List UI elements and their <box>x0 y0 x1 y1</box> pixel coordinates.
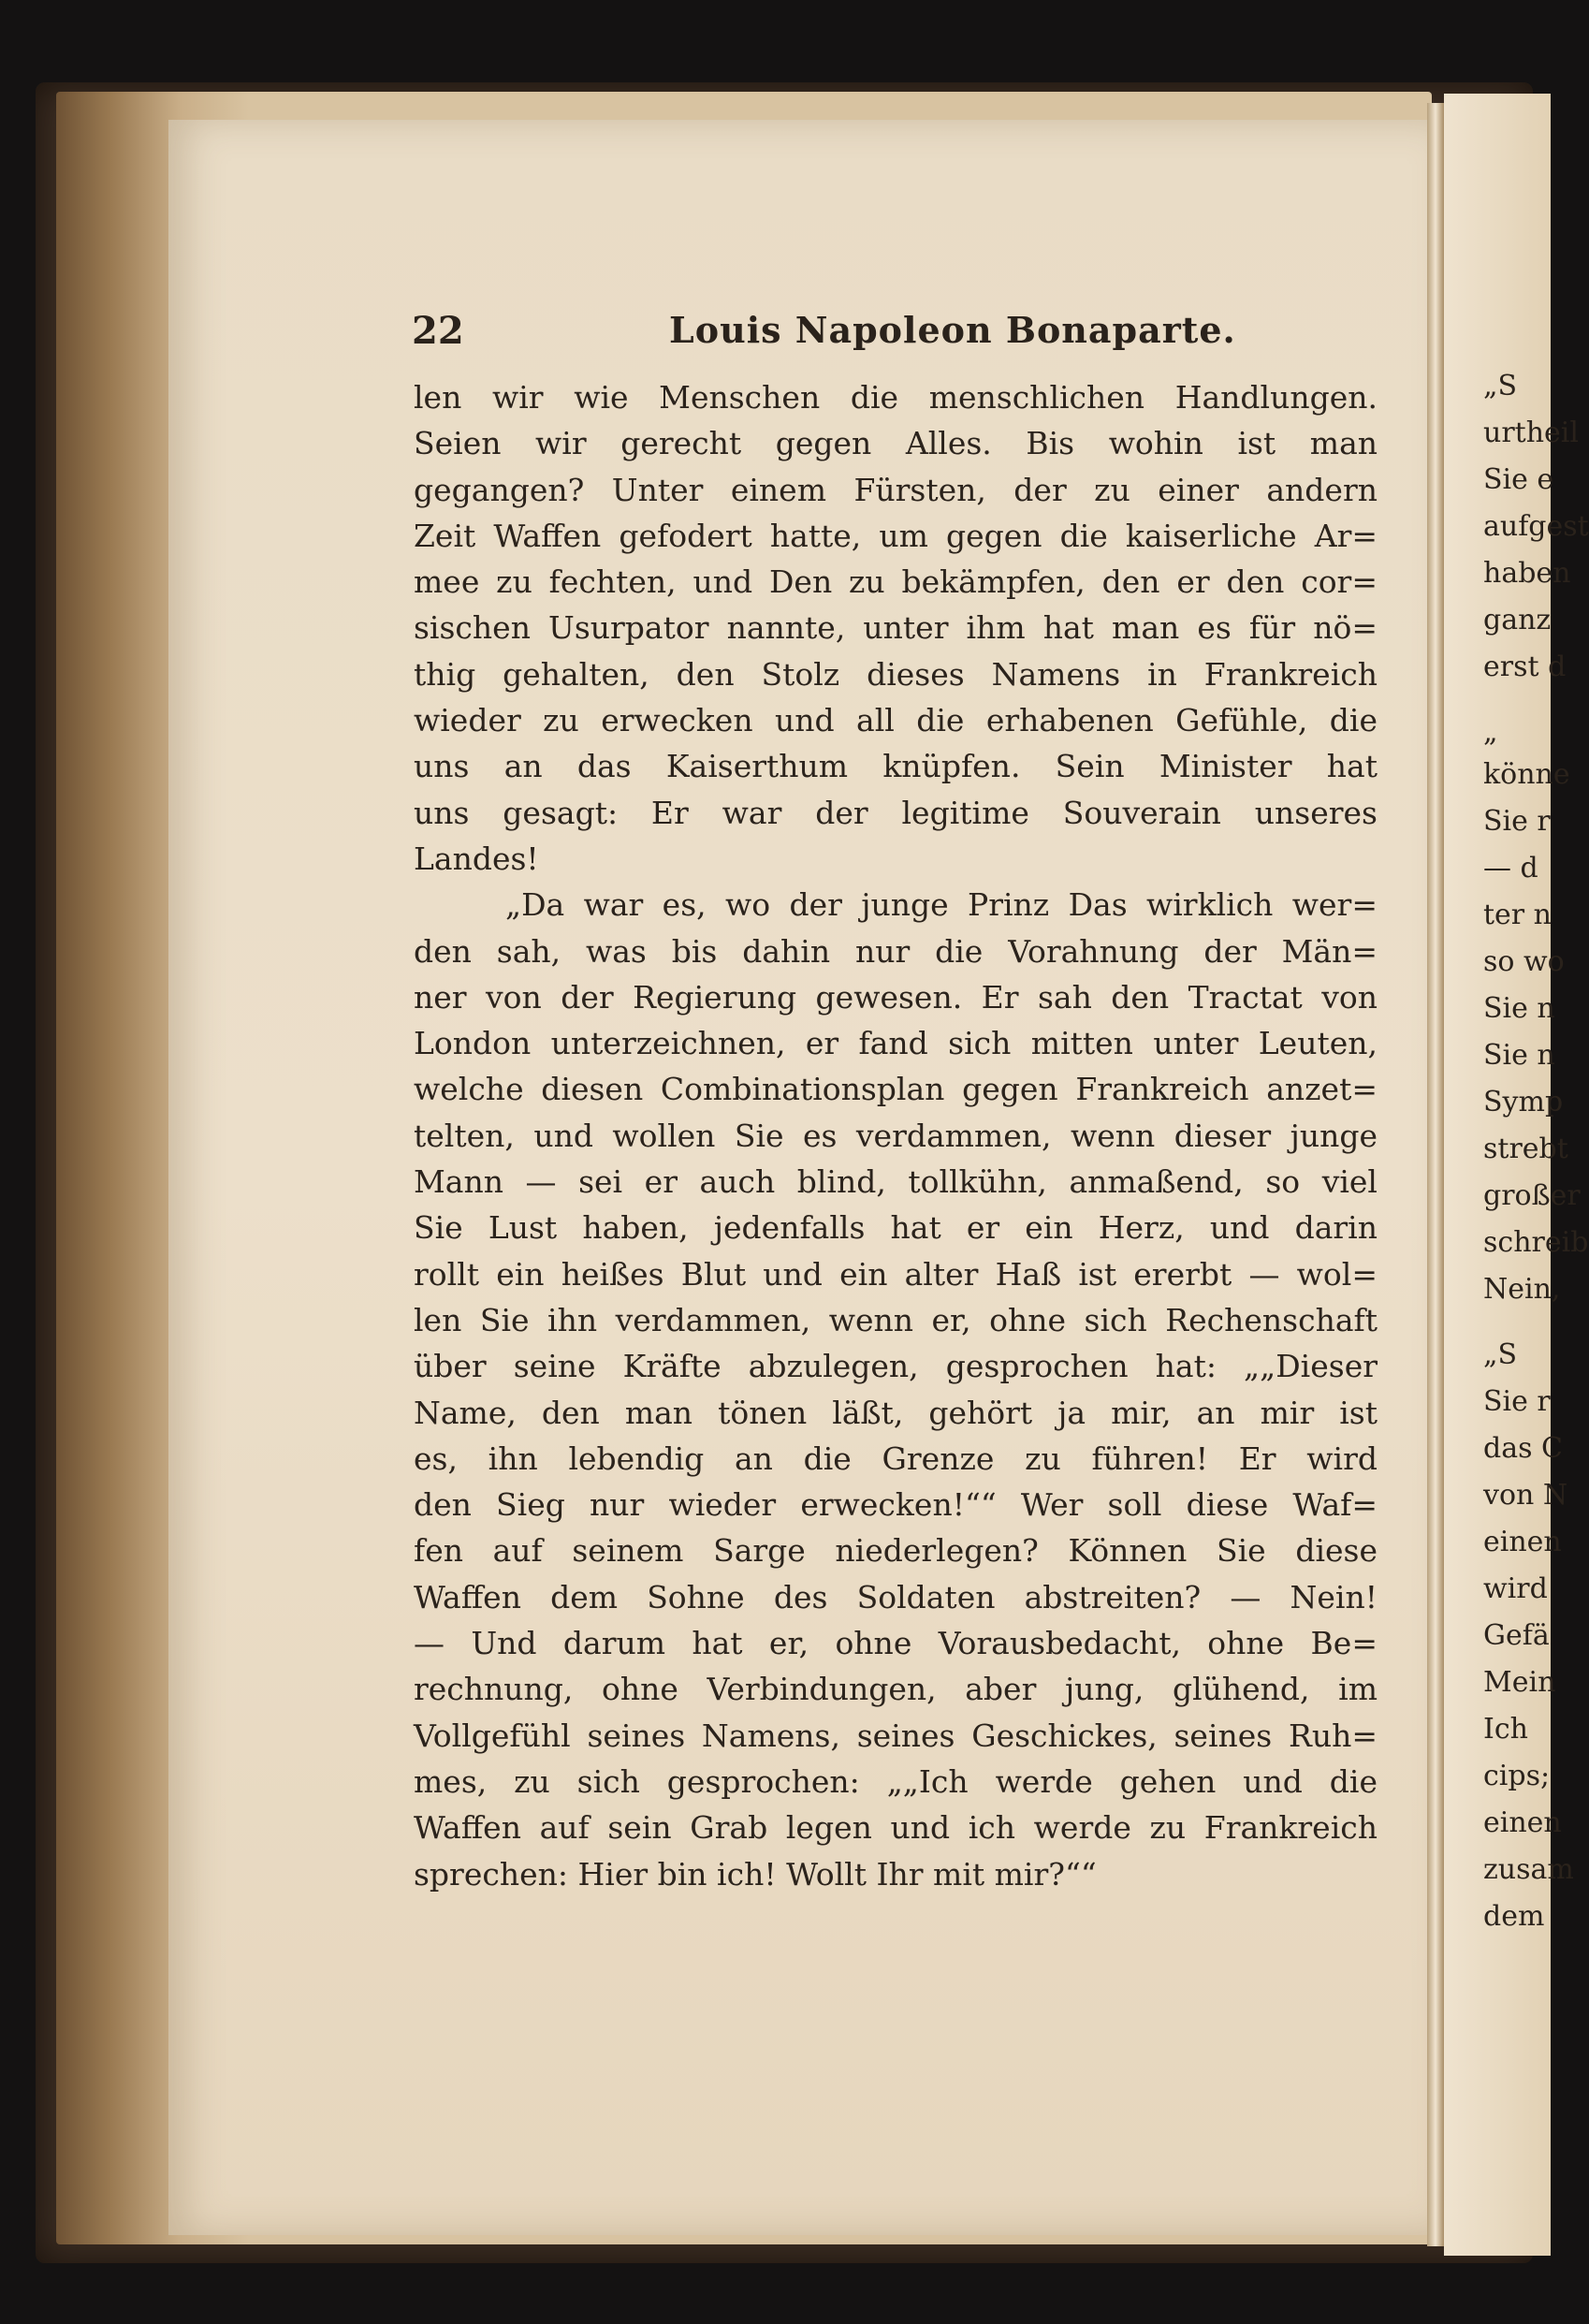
text-line: fen auf seinem Sarge niederlegen? Können Sie diese <box>414 1532 1378 1570</box>
text-line: Waffen dem Sohne des Soldaten abstreiten? — Nein! <box>414 1578 1378 1615</box>
text-line: rechnung, ohne Verbindungen, aber jung, glühend, im <box>414 1671 1378 1708</box>
right-page-fragment <box>1444 94 1589 2256</box>
text-line: wieder zu erwecken und all die erhabenen Gefühle, die <box>414 702 1378 739</box>
body-text <box>414 374 1378 1897</box>
next-page-text: dem <box>1483 1900 1545 1933</box>
text-line: mee zu fechten, und Den zu bekämpfen, den er den cor= <box>414 563 1378 601</box>
text-line: Vollgefühl seines Namens, seines Geschickes, seines Ruh= <box>414 1717 1378 1754</box>
text-line: thig gehalten, den Stolz dieses Namens in Frankreich <box>414 655 1378 693</box>
next-page-text: Sie e <box>1483 463 1554 496</box>
text-line: Mann — sei er auch blind, tollkühn, anmaßend, so viel <box>414 1163 1378 1201</box>
next-page-text: Gefä <box>1483 1619 1550 1652</box>
text-line: welche diesen Combinationsplan gegen Frankreich anzet= <box>414 1071 1378 1108</box>
text-line: den Sieg nur wieder erwecken!““ Wer soll diese Waf= <box>414 1486 1378 1524</box>
next-page-text: Ich <box>1483 1713 1528 1746</box>
text-line: ner von der Regierung gewesen. Er sah den Tractat von <box>414 978 1378 1016</box>
text-line: gegangen? Unter einem Fürsten, der zu einer andern <box>414 471 1378 508</box>
next-page-text: einen <box>1483 1526 1562 1558</box>
next-page-text: erst d <box>1483 650 1567 683</box>
book-gutter <box>1427 103 1444 2246</box>
text-line: Landes! <box>414 840 539 877</box>
text-line: den sah, was bis dahin nur die Vorahnung der Män= <box>414 932 1378 970</box>
text-line: Waffen auf sein Grab legen und ich werde zu Frankreich <box>414 1809 1378 1847</box>
next-page-text: einen <box>1483 1806 1562 1839</box>
next-page-text: „S <box>1483 370 1518 402</box>
next-page-text: cips; <box>1483 1760 1551 1792</box>
next-page-text: „S <box>1483 1338 1518 1371</box>
text-line: Name, den man tönen läßt, gehört ja mir, an mir ist <box>414 1394 1378 1431</box>
text-line: mes, zu sich gesprochen: „„Ich werde gehen und die <box>414 1762 1378 1800</box>
next-page-text: so wo <box>1483 945 1565 978</box>
text-line: sprechen: Hier bin ich! Wollt Ihr mit mir?““ <box>414 1855 1097 1893</box>
text-line: telten, und wollen Sie es verdammen, wenn dieser junge <box>414 1117 1378 1154</box>
next-page-text: urtheil <box>1483 417 1579 449</box>
text-line: uns gesagt: Er war der legitime Souverain unseres <box>414 794 1378 831</box>
next-page-text: Sie r <box>1483 1385 1551 1418</box>
next-page-text: wird <box>1483 1572 1548 1605</box>
next-page-text: haben <box>1483 557 1571 590</box>
text-line: über seine Kräfte abzulegen, gesprochen hat: „„Dieser <box>414 1348 1378 1385</box>
text-line: rollt ein heißes Blut und ein alter Haß ist ererbt — wol= <box>414 1255 1378 1293</box>
next-page-text: ter n <box>1483 899 1553 931</box>
page-header <box>412 309 1404 365</box>
next-page-text: Sie r <box>1483 805 1551 838</box>
text-line: Seien wir gerecht gegen Alles. Bis wohin ist man <box>414 425 1378 462</box>
text-line: len Sie ihn verdammen, wenn er, ohne sich Rechenschaft <box>414 1301 1378 1338</box>
next-page-text: das C <box>1483 1432 1563 1465</box>
next-page-text: zusam <box>1483 1853 1574 1886</box>
next-page-text: Mein <box>1483 1666 1556 1699</box>
next-page-text: könne <box>1483 758 1570 791</box>
page-number: 22 <box>412 309 464 353</box>
next-page-text: Nein, <box>1483 1273 1561 1306</box>
next-page-text: Symp <box>1483 1086 1564 1118</box>
next-page-text: schreib <box>1483 1226 1589 1259</box>
text-line: „Da war es, wo der junge Prinz Das wirklich wer= <box>505 886 1378 924</box>
text-line: Sie Lust haben, jedenfalls hat er ein Herz, und darin <box>414 1209 1378 1247</box>
next-page-text: „ <box>1483 716 1498 749</box>
next-page-text: Sie n <box>1483 1039 1555 1072</box>
next-page-text: — d <box>1483 852 1538 884</box>
next-page-text: großer <box>1483 1179 1581 1212</box>
text-line: es, ihn lebendig an die Grenze zu führen! Er wird <box>414 1440 1378 1477</box>
text-line: uns an das Kaiserthum knüpfen. Sein Minister hat <box>414 748 1378 785</box>
text-line: — Und darum hat er, ohne Vorausbedacht, ohne Be= <box>414 1625 1378 1662</box>
running-title: Louis Napoleon Bonaparte. <box>669 309 1236 351</box>
text-line: sischen Usurpator nannte, unter ihm hat man es für nö= <box>414 609 1378 647</box>
next-page-text: strebt <box>1483 1133 1568 1165</box>
next-page-text: ganz <box>1483 604 1552 636</box>
next-page-text: von N <box>1483 1479 1568 1512</box>
text-line: London unterzeichnen, er fand sich mitten unter Leuten, <box>414 1025 1378 1062</box>
text-line: len wir wie Menschen die menschlichen Handlungen. <box>414 379 1378 416</box>
next-page-text: Sie n <box>1483 992 1555 1025</box>
next-page-text: aufgest <box>1483 510 1589 543</box>
text-line: Zeit Waffen gefodert hatte, um gegen die kaiserliche Ar= <box>414 517 1378 554</box>
